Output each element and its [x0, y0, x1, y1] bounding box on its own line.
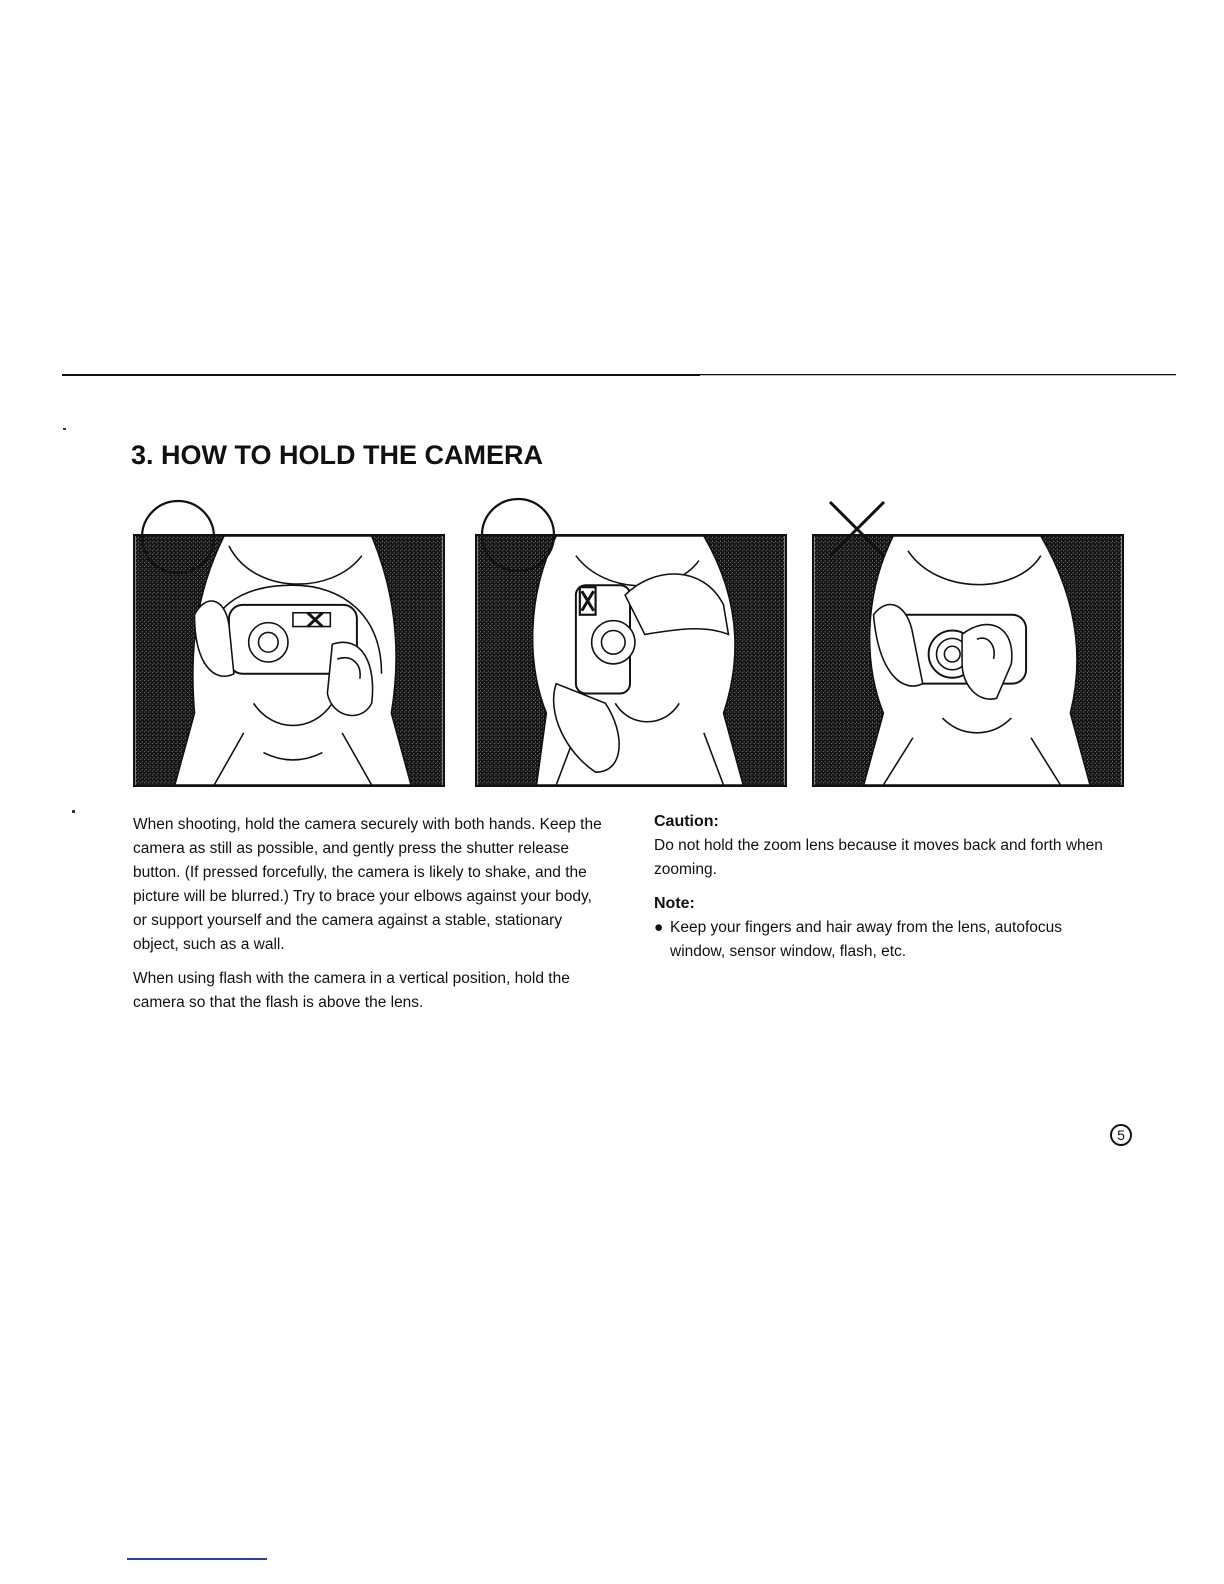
page-title: 3. HOW TO HOLD THE CAMERA — [131, 440, 544, 470]
instruction-paragraph-2: When using flash with the camera in a vertical position, hold the camera so that the flash is above the lens. — [133, 970, 570, 1011]
caution-heading: Caution: — [654, 813, 719, 830]
circle-icon — [138, 498, 220, 578]
caution-text: Do not hold the zoom lens because it moves back and forth when zooming. — [654, 837, 1103, 878]
note-item-text: Keep your fingers and hair away from the lens, autofocus window, sensor window, flash, etc. — [670, 919, 1063, 960]
scan-speck — [63, 428, 66, 430]
top-rule-fade — [700, 375, 1176, 376]
caution-note-column — [654, 810, 1114, 964]
bottom-rule — [127, 1558, 267, 1560]
note-item — [654, 916, 1114, 964]
instructions-column — [133, 813, 603, 1025]
x-icon — [826, 498, 888, 560]
page-number: 5 — [1110, 1124, 1132, 1146]
instruction-paragraph-1: When shooting, hold the camera securely with both hands. Keep the camera as still as possible, and gently press the shutter release button. (If pressed forcefully, the camera is likely to shake, and the picture will be blurred.) Try to brace your elbows against your body, or support yourself and the camera against a stable, stationary object, such as a wall. — [133, 816, 602, 953]
scan-speck — [72, 810, 75, 813]
note-heading: Note: — [654, 895, 695, 912]
bullet-icon: ● — [654, 919, 664, 936]
illustration-incorrect-grip — [812, 534, 1124, 787]
circle-icon — [478, 496, 560, 576]
